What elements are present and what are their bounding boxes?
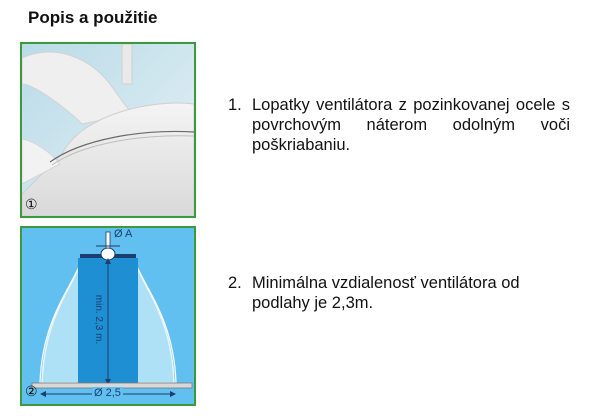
floor-diameter-label: Ø 2,5	[94, 387, 121, 399]
description-item-2	[228, 273, 558, 313]
figure-marker-1: ①	[25, 196, 38, 212]
section-heading: Popis a použitie	[28, 8, 158, 27]
item-text: Minimálna vzdialenosť ventilátora od podlahy je 2,3m.	[252, 274, 520, 312]
description-item-1	[228, 95, 570, 155]
item-number: 1.	[228, 96, 242, 114]
fan-blade-photo	[20, 42, 196, 218]
fan-blade-illustration	[22, 44, 194, 216]
clearance-diagram	[20, 226, 196, 406]
height-label: min. 2,3 m.	[93, 294, 105, 345]
figure-marker-2: ②	[25, 383, 38, 399]
diameter-a-label: Ø A	[114, 228, 133, 240]
item-number: 2.	[228, 274, 242, 292]
clearance-illustration	[22, 228, 194, 404]
item-text: Lopatky ventilátora z pozinkovanej ocele s povrchovým náterom odolným voči poškriabaniu.	[252, 96, 570, 154]
